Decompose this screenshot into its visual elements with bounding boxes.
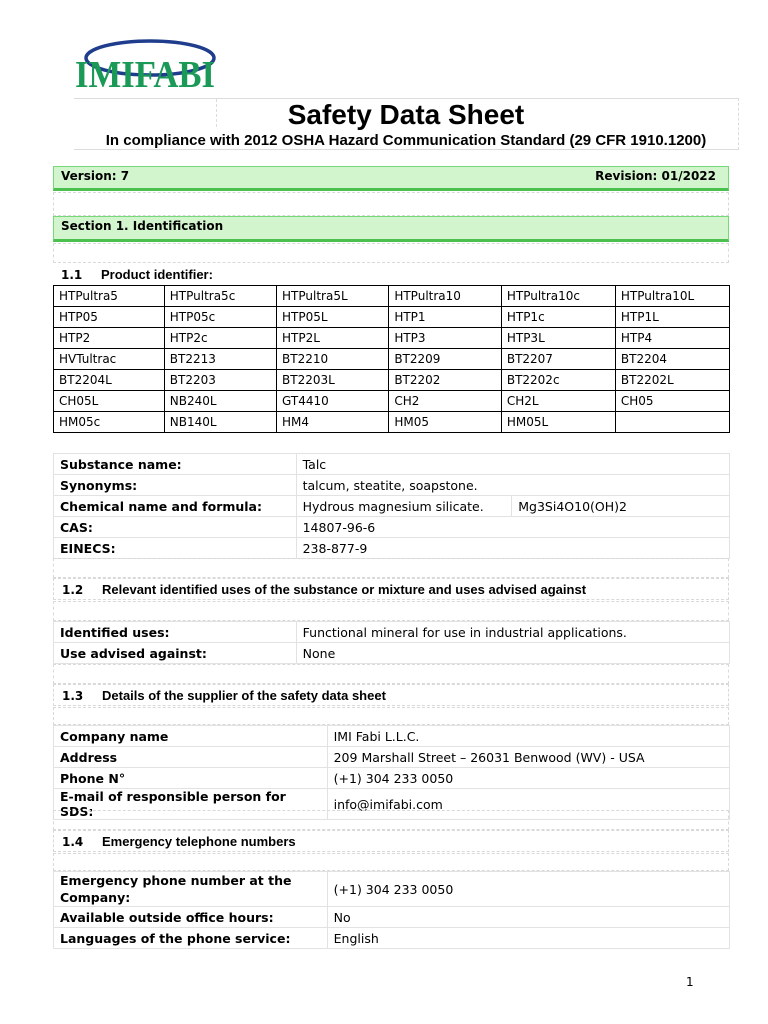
subsection-title: Product identifier:: [101, 267, 213, 282]
product-code-cell: HTP1: [389, 307, 502, 328]
substance-name-value: Talc: [296, 454, 729, 475]
address-value: 209 Marshall Street – 26031 Benwood (WV) - USA: [327, 747, 729, 768]
table-row: [54, 328, 730, 349]
chemical-name-value: Hydrous magnesium silicate.: [296, 496, 512, 517]
emergency-phone-label: Emergency phone number at the Company:: [54, 872, 328, 907]
supplier-table: [53, 725, 730, 820]
spacer-row: [53, 192, 729, 216]
title-block: [74, 98, 739, 150]
product-code-cell: BT2203L: [277, 370, 389, 391]
einecs-value: 238-877-9: [296, 538, 729, 559]
table-row: [54, 726, 730, 747]
product-code-cell: HTP05: [54, 307, 165, 328]
product-code-cell: HTP05L: [277, 307, 389, 328]
product-code-cell: CH2: [389, 391, 502, 412]
table-row: [54, 928, 730, 949]
document-subtitle: In compliance with 2012 OSHA Hazard Communication Standard (29 CFR 1910.1200): [105, 132, 707, 149]
product-code-cell: HTPultra5L: [277, 286, 389, 307]
outside-hours-label: Available outside office hours:: [54, 907, 328, 928]
subsection-1-3-heading: [53, 684, 729, 706]
product-code-cell: NB140L: [164, 412, 276, 433]
product-code-cell: HTP1c: [501, 307, 615, 328]
section-1-bar: [53, 216, 729, 242]
table-row: [54, 622, 730, 643]
product-identifier-grid: [53, 285, 730, 433]
subsection-number: 1.2: [62, 583, 84, 597]
subsection-number: 1.3: [62, 689, 84, 703]
product-code-cell: BT2204: [615, 349, 729, 370]
address-label: Address: [54, 747, 328, 768]
document-title: Safety Data Sheet: [287, 99, 525, 130]
outside-hours-value: No: [327, 907, 729, 928]
product-code-cell: HTPultra10: [389, 286, 502, 307]
spacer-row: [53, 558, 729, 578]
chemical-formula: Mg3Si4O10(OH)2: [512, 496, 730, 517]
cas-label: CAS:: [54, 517, 297, 538]
synonyms-value: talcum, steatite, soapstone.: [296, 475, 729, 496]
product-code-cell: HTP05c: [164, 307, 276, 328]
product-code-cell: BT2204L: [54, 370, 165, 391]
product-code-cell: HM05c: [54, 412, 165, 433]
product-code-cell: HTPultra5: [54, 286, 165, 307]
subsection-1-4-heading: [53, 830, 729, 852]
substance-table: [53, 453, 730, 559]
product-code-cell: HM05L: [501, 412, 615, 433]
subsection-title: Emergency telephone numbers: [102, 834, 296, 849]
product-code-cell: HTP3: [389, 328, 502, 349]
product-code-cell: BT2210: [277, 349, 389, 370]
substance-name-label: Substance name:: [54, 454, 297, 475]
table-row: [54, 768, 730, 789]
product-code-cell: BT2202c: [501, 370, 615, 391]
languages-label: Languages of the phone service:: [54, 928, 328, 949]
emergency-table: [53, 871, 730, 949]
phone-value: (+1) 304 233 0050: [327, 768, 729, 789]
table-row: [54, 370, 730, 391]
emergency-phone-value: (+1) 304 233 0050: [327, 872, 729, 907]
subsection-1-1-heading: [53, 265, 729, 285]
logo-text: IMIFABI: [75, 54, 215, 94]
product-code-cell: CH05: [615, 391, 729, 412]
product-code-cell: HTP2c: [164, 328, 276, 349]
table-row: [54, 475, 730, 496]
spacer-row: [53, 601, 729, 621]
identified-uses-label: Identified uses:: [54, 622, 297, 643]
synonyms-label: Synonyms:: [54, 475, 297, 496]
spacer-row: [53, 853, 729, 871]
product-code-cell: HTP4: [615, 328, 729, 349]
product-code-cell: HTP3L: [501, 328, 615, 349]
product-code-cell: BT2202L: [615, 370, 729, 391]
product-code-cell: HVTultrac: [54, 349, 165, 370]
subsection-title: Relevant identified uses of the substance or mixture and uses advised against: [102, 582, 587, 597]
section-1-title: Section 1. Identification: [61, 219, 224, 233]
product-code-cell: BT2203: [164, 370, 276, 391]
use-advised-against-value: None: [296, 643, 729, 664]
table-row: [54, 454, 730, 475]
identified-uses-value: Functional mineral for use in industrial applications.: [296, 622, 729, 643]
spacer-row: [53, 243, 729, 263]
product-code-cell: BT2202: [389, 370, 502, 391]
product-code-cell: HTPultra10L: [615, 286, 729, 307]
product-code-cell: [615, 412, 729, 433]
subsection-title: Details of the supplier of the safety data sheet: [102, 688, 386, 703]
product-code-cell: HTP2: [54, 328, 165, 349]
revision-label: Revision: 01/2022: [595, 169, 716, 183]
product-code-cell: HTPultra5c: [164, 286, 276, 307]
product-code-cell: HM05: [389, 412, 502, 433]
version-label: Version: 7: [61, 169, 130, 183]
table-row: [54, 412, 730, 433]
version-bar: [53, 166, 729, 191]
spacer-row: [53, 707, 729, 725]
table-row: [54, 747, 730, 768]
product-code-cell: HM4: [277, 412, 389, 433]
product-code-cell: HTP2L: [277, 328, 389, 349]
phone-label: Phone N°: [54, 768, 328, 789]
product-code-cell: CH05L: [54, 391, 165, 412]
uses-table: [53, 621, 730, 664]
table-row: [54, 286, 730, 307]
table-row: [54, 307, 730, 328]
einecs-label: EINECS:: [54, 538, 297, 559]
chemical-name-label: Chemical name and formula:: [54, 496, 297, 517]
email-value[interactable]: info@imifabi.com: [327, 789, 729, 820]
table-row: [54, 391, 730, 412]
product-code-cell: BT2213: [164, 349, 276, 370]
table-row: [54, 496, 730, 517]
product-code-cell: BT2207: [501, 349, 615, 370]
table-row: [54, 517, 730, 538]
product-code-cell: CH2L: [501, 391, 615, 412]
table-row: [54, 907, 730, 928]
table-row: [54, 643, 730, 664]
subsection-1-2-heading: [53, 578, 729, 600]
company-name-value: IMI Fabi L.L.C.: [327, 726, 729, 747]
table-row: [54, 872, 730, 907]
subsection-number: 1.4: [62, 835, 84, 849]
company-name-label: Company name: [54, 726, 328, 747]
table-row: [54, 538, 730, 559]
product-code-cell: HTP1L: [615, 307, 729, 328]
product-code-cell: BT2209: [389, 349, 502, 370]
page-number: 1: [686, 975, 694, 989]
use-advised-against-label: Use advised against:: [54, 643, 297, 664]
languages-value: English: [327, 928, 729, 949]
email-label: E-mail of responsible person for SDS:: [54, 789, 328, 820]
company-logo: [72, 36, 218, 94]
table-row: [54, 349, 730, 370]
product-code-cell: GT4410: [277, 391, 389, 412]
spacer-row: [53, 664, 729, 684]
cas-value: 14807-96-6: [296, 517, 729, 538]
product-code-cell: HTPultra10c: [501, 286, 615, 307]
product-code-cell: NB240L: [164, 391, 276, 412]
subsection-number: 1.1: [61, 268, 83, 282]
spacer-row: [53, 810, 729, 830]
